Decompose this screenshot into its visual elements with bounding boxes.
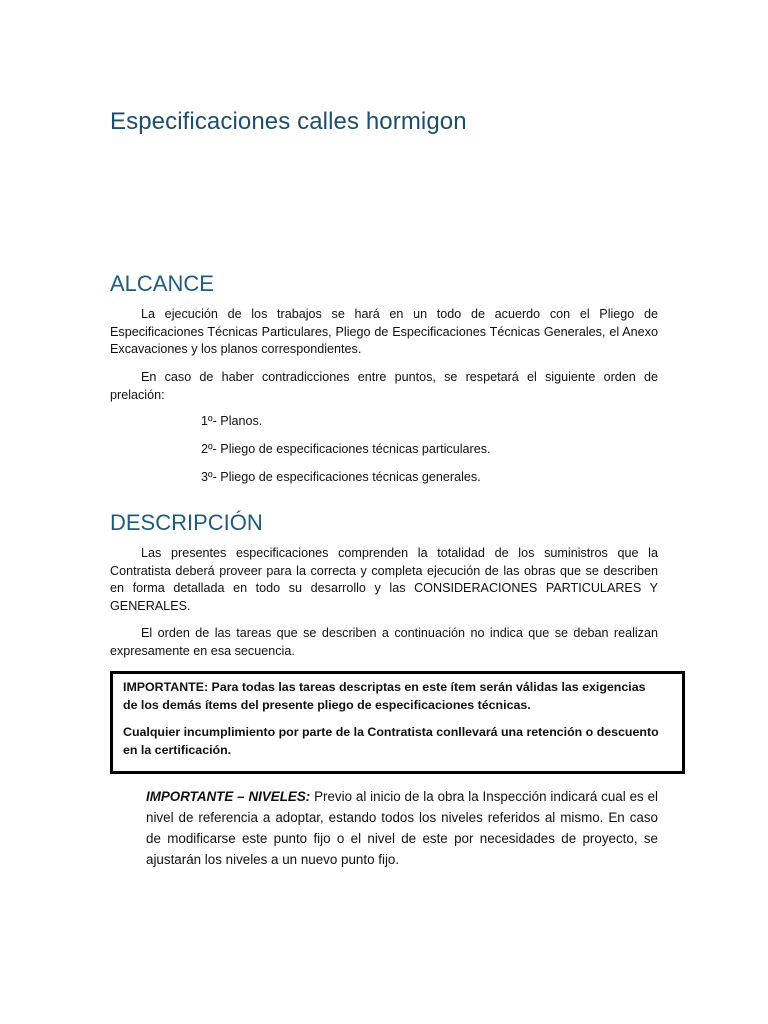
alcance-paragraph-2: En caso de haber contradicciones entre puntos, se respetará el siguiente orden de prelación: xyxy=(110,370,658,402)
section-heading-alcance: ALCANCE xyxy=(110,271,214,296)
priority-list-item: 3º- Pliego de especificaciones técnicas generales. xyxy=(201,470,481,484)
niveles-text: Previo al inicio de la obra la Inspección indicará cual es el nivel de referencia a adoptar, estando todos los niveles referidos al mismo. En caso de modificarse este punto fijo o el nivel de este por necesidades de proyecto, se ajustarán los niveles a un nuevo punto fijo. xyxy=(146,789,658,867)
document-title: Especificaciones calles hormigon xyxy=(110,108,467,135)
descripcion-paragraph-1: Las presentes especificaciones comprenden la totalidad de los suministros que la Contratista deberá proveer para la correcta y completa ejecución de las obras que se describen en forma detallada en todo su desarrollo y las CONSIDERACIONES PARTICULARES Y GENERALES. xyxy=(110,546,658,613)
important-notice-paragraph-1: IMPORTANTE: Para todas las tareas descriptas en este ítem serán válidas las exigencias de los demás ítems del presente pliego de especificaciones técnicas. xyxy=(123,680,646,712)
important-notice-box xyxy=(110,671,685,774)
priority-list-item: 1º- Planos. xyxy=(201,414,263,428)
descripcion-paragraph-2: El orden de las tareas que se describen a continuación no indica que se deban realizan expresamente en esa secuencia. xyxy=(110,626,658,658)
niveles-lead: IMPORTANTE – NIVELES: xyxy=(146,789,311,804)
important-notice-paragraph-2: Cualquier incumplimiento por parte de la Contratista conllevará una retención o descuento en la certificación. xyxy=(123,725,659,757)
section-heading-descripcion: DESCRIPCIÓN xyxy=(110,510,263,535)
priority-list-item: 2º- Pliego de especificaciones técnicas particulares. xyxy=(201,442,491,456)
alcance-paragraph-1: La ejecución de los trabajos se hará en un todo de acuerdo con el Pliego de Especificaciones Técnicas Particulares, Pliego de Especificaciones Técnicas Generales, el Anexo Excavaciones y los planos correspondientes. xyxy=(110,307,658,357)
niveles-paragraph xyxy=(146,786,658,870)
